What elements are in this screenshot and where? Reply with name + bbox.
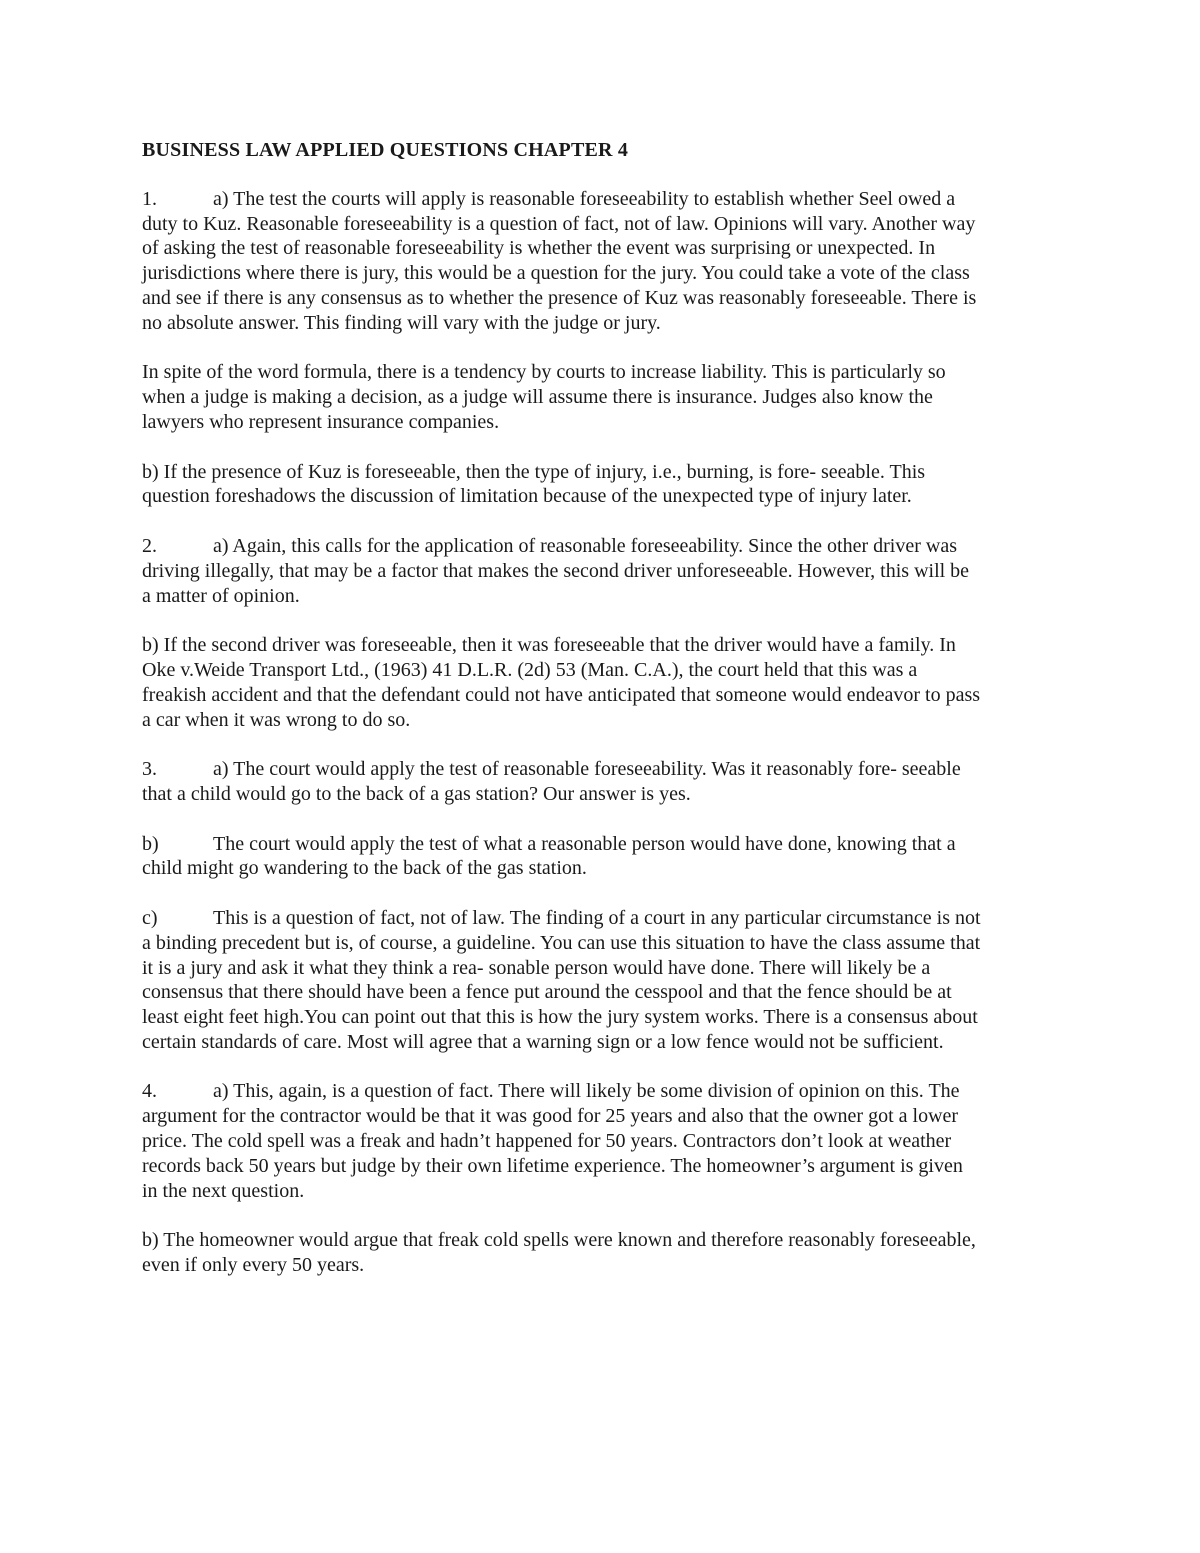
- paragraph-text: b) If the second driver was foreseeable, then it was foreseeable that the driver would have a family. In Oke v.Weide Transport Ltd., (1963) 41 D.L.R. (2d) 53 (Man. C.A.), the court held that this was a freakish accident and that the defendant could not have anticipated that someone would endeavor to pass a car when it was wrong to do so.: [142, 634, 981, 731]
- paragraph-text: a) This, again, is a question of fact. There will likely be some division of opinion on this. The argument for the contractor would be that it was good for 25 years and also that the owner got a lower price. The cold spell was a freak and hadn’t happened for 50 years. Contractors don’t look at weather records back 50 years but judge by their own lifetime experience. The homeowner’s argument is given in the next question.: [142, 1080, 963, 1202]
- paragraph-number: 1.: [142, 187, 157, 210]
- paragraph-3b: [142, 832, 982, 882]
- paragraph-1a: [142, 187, 982, 336]
- document-title: BUSINESS LAW APPLIED QUESTIONS CHAPTER 4: [142, 139, 629, 161]
- paragraph-text: b) If the presence of Kuz is foreseeable, then the type of injury, i.e., burning, is fore- seeable. This question foreshadows the discussion of limitation because of the unexpected type of injury later.: [142, 460, 926, 508]
- paragraph-number: b): [142, 832, 159, 855]
- paragraph-text: a) Again, this calls for the application of reasonable foreseeability. Since the other driver was driving illegally, that may be a factor that makes the second driver unforeseeable. However, this will be a matter of opinion.: [142, 534, 970, 607]
- paragraph-1b: [142, 460, 982, 510]
- paragraph-number: 4.: [142, 1080, 157, 1103]
- paragraph-text: In spite of the word formula, there is a tendency by courts to increase liability. This is particularly so when a judge is making a decision, as a judge will assume there is insurance. Judges also know the lawyers who represent insurance companies.: [142, 361, 946, 433]
- paragraph-text: This is a question of fact, not of law. The finding of a court in any particular circumstance is not a binding precedent but is, of course, a guideline. You can use this situation to have the class assume that it is a jury and ask it what they think a rea- sonable person would have done. There will likely be a consensus that there should have been a fence put around the cesspool and that the fence should be at least eight feet high.You can point out that this is how the jury system works. There is a consensus about certain standards of care. Most will agree that a warning sign or a low fence would not be sufficient.: [142, 906, 981, 1053]
- paragraph-number: c): [142, 906, 158, 929]
- paragraph-4b: [142, 1228, 982, 1278]
- paragraph-number: 3.: [142, 758, 157, 781]
- paragraph-1a-continued: [142, 360, 982, 434]
- paragraph-4a: [142, 1079, 982, 1203]
- paragraph-2a: [142, 534, 982, 608]
- paragraph-3c: [142, 906, 982, 1055]
- paragraph-3a: [142, 757, 982, 807]
- paragraph-text: a) The court would apply the test of reasonable foreseeability. Was it reasonably fore- seeable that a child would go to the back of a gas station? Our answer is yes.: [142, 758, 961, 805]
- paragraph-2b: [142, 633, 982, 732]
- paragraph-text: a) The test the courts will apply is reasonable foreseeability to establish whether Seel owed a duty to Kuz. Reasonable foreseeability is a question of fact, not of law. Opinions will vary. Another way of asking the test of reasonable foreseeability is whether the event was surprising or unexpected. In jurisdictions where there is jury, this would be a question for the jury. You could take a vote of the class and see if there is any consensus as to whether the presence of Kuz was reasonably foreseeable. There is no absolute answer. This finding will vary with the judge or jury.: [142, 187, 977, 334]
- paragraph-text: b) The homeowner would argue that freak cold spells were known and therefore reasonably foreseeable, even if only every 50 years.: [142, 1229, 976, 1277]
- document-page: [142, 138, 982, 1303]
- paragraph-number: 2.: [142, 534, 157, 557]
- paragraph-text: The court would apply the test of what a reasonable person would have done, knowing that a child might go wandering to the back of the gas station.: [142, 832, 956, 880]
